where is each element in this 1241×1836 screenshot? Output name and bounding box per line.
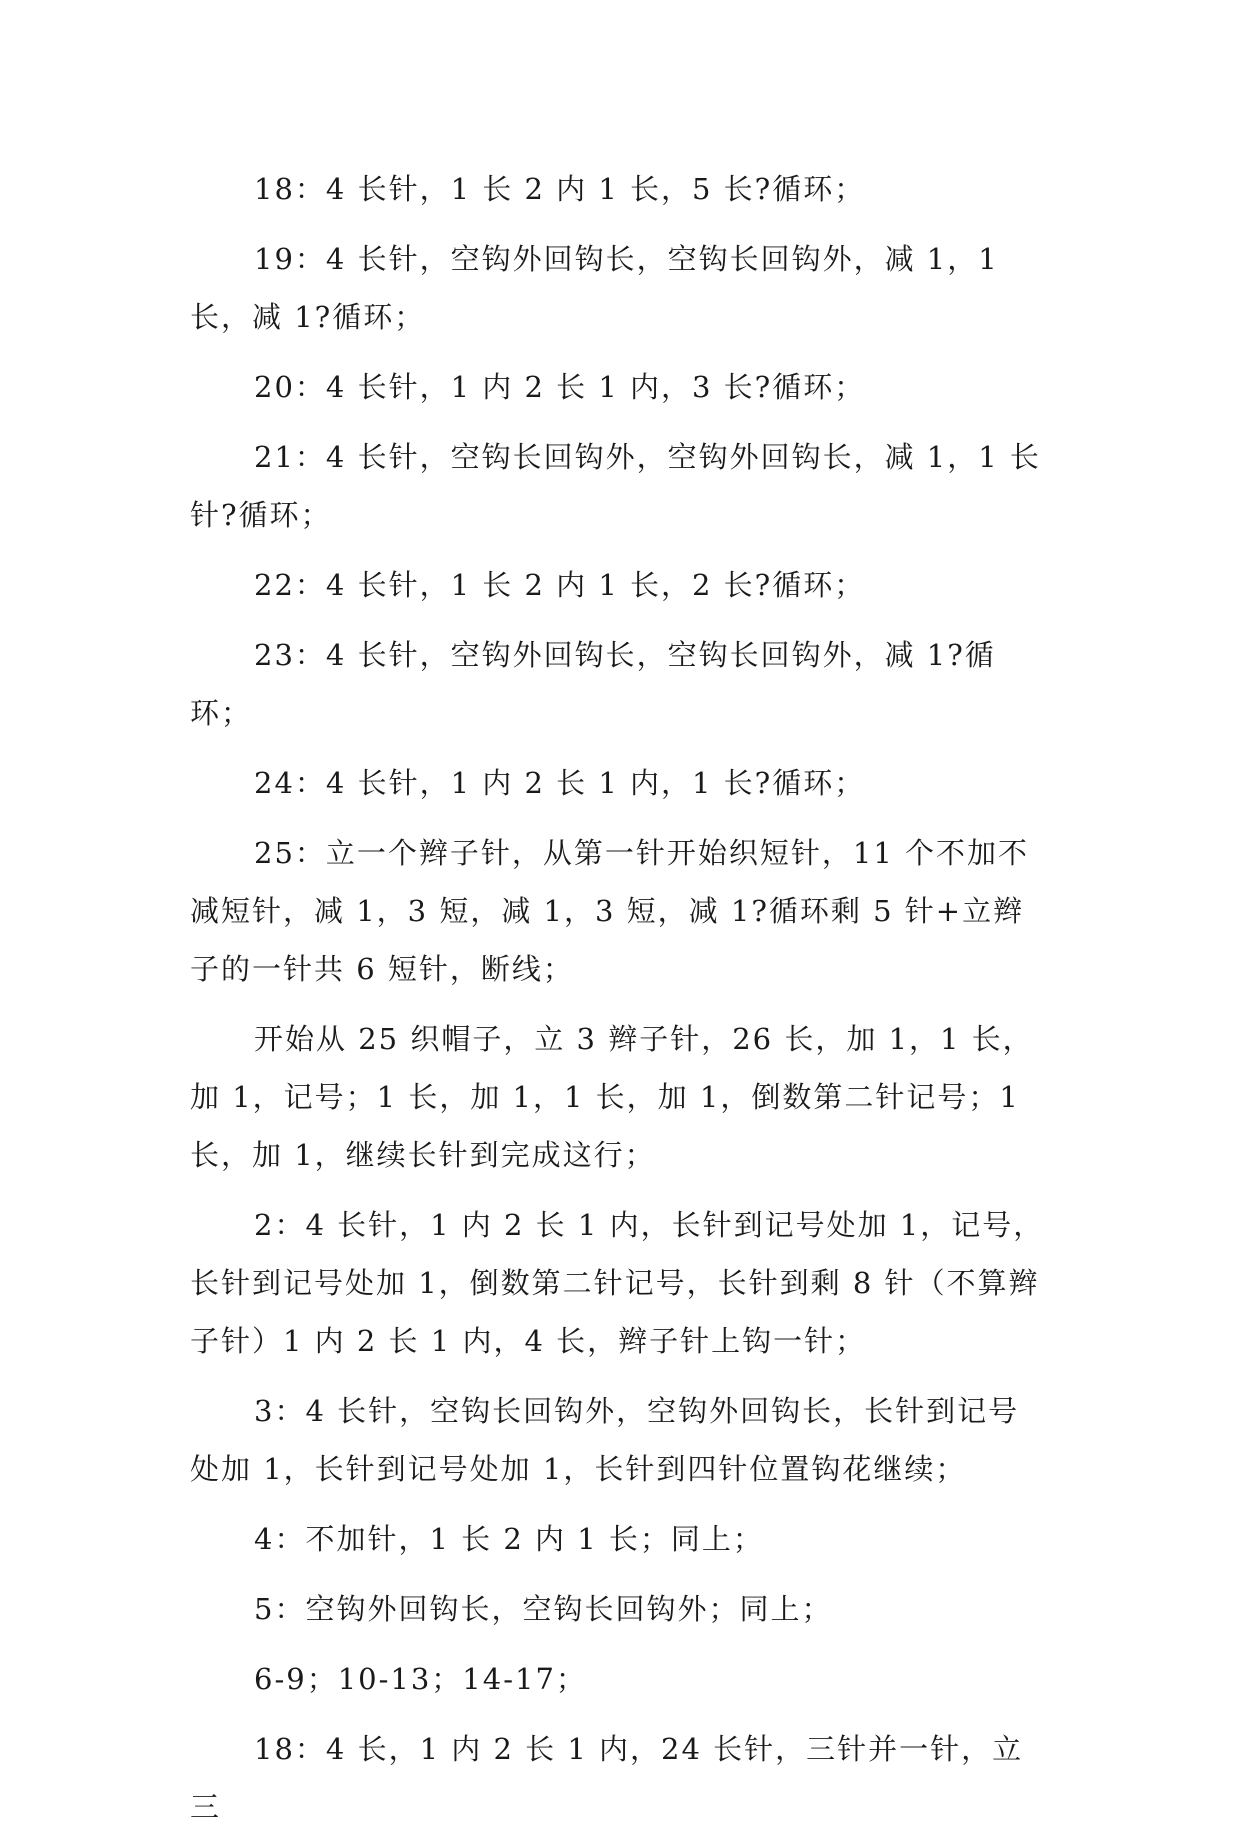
- paragraph-row-18: 18：4 长针，1 长 2 内 1 长，5 长?循环；: [254, 172, 866, 206]
- paragraph-hat-row-5: 5：空钩外回钩长，空钩长回钩外；同上；: [254, 1592, 833, 1626]
- paragraph-row-19: 19：4 长针，空钩外回钩长，空钩长回钩外，减 1，1 长，减 1?循环；: [190, 242, 999, 334]
- paragraph-row-23: 23：4 长针，空钩外回钩长，空钩长回钩外，减 1?循环；: [190, 638, 996, 730]
- paragraph-hat-row-18: 18：4 长，1 内 2 长 1 内，24 长针，三针并一针，立三: [190, 1732, 1024, 1824]
- paragraph-row-20: 20：4 长针，1 内 2 长 1 内，3 长?循环；: [254, 370, 866, 404]
- paragraph-row-22: 22：4 长针，1 长 2 内 1 长，2 长?循环；: [254, 568, 866, 602]
- paragraph-hat-rows-repeat: 6-9；10-13；14-17；: [254, 1662, 587, 1696]
- document-body: [190, 160, 1050, 1836]
- paragraph-row-21: 21：4 长针，空钩长回钩外，空钩外回钩长，减 1，1 长针?循环；: [190, 440, 1041, 532]
- paragraph-row-24: 24：4 长针，1 内 2 长 1 内，1 长?循环；: [254, 766, 866, 800]
- paragraph-hat-start: 开始从 25 织帽子，立 3 辫子针，26 长，加 1，1 长，加 1，记号；1 长，加 1，1 长，加 1，倒数第二针记号；1 长，加 1，继续长针到完成这行；: [190, 1022, 1034, 1172]
- paragraph-hat-row-4: 4：不加针，1 长 2 内 1 长；同上；: [254, 1522, 764, 1556]
- paragraph-row-25: 25：立一个辫子针，从第一针开始织短针，11 个不加不减短针，减 1，3 短，减 1，3 短，减 1?循环剩 5 针+立辫子的一针共 6 短针，断线；: [190, 836, 1030, 986]
- paragraph-hat-row-3: 3：4 长针，空钩长回钩外，空钩外回钩长，长针到记号处加 1，长针到记号处加 1，长针到四针位置钩花继续；: [190, 1394, 1020, 1486]
- paragraph-hat-row-2: 2：4 长针，1 内 2 长 1 内，长针到记号处加 1，记号，长针到记号处加 1，倒数第二针记号，长针到剩 8 针（不算辫子针）1 内 2 长 1 内，4 长，辫子针上钩一针；: [190, 1208, 1045, 1358]
